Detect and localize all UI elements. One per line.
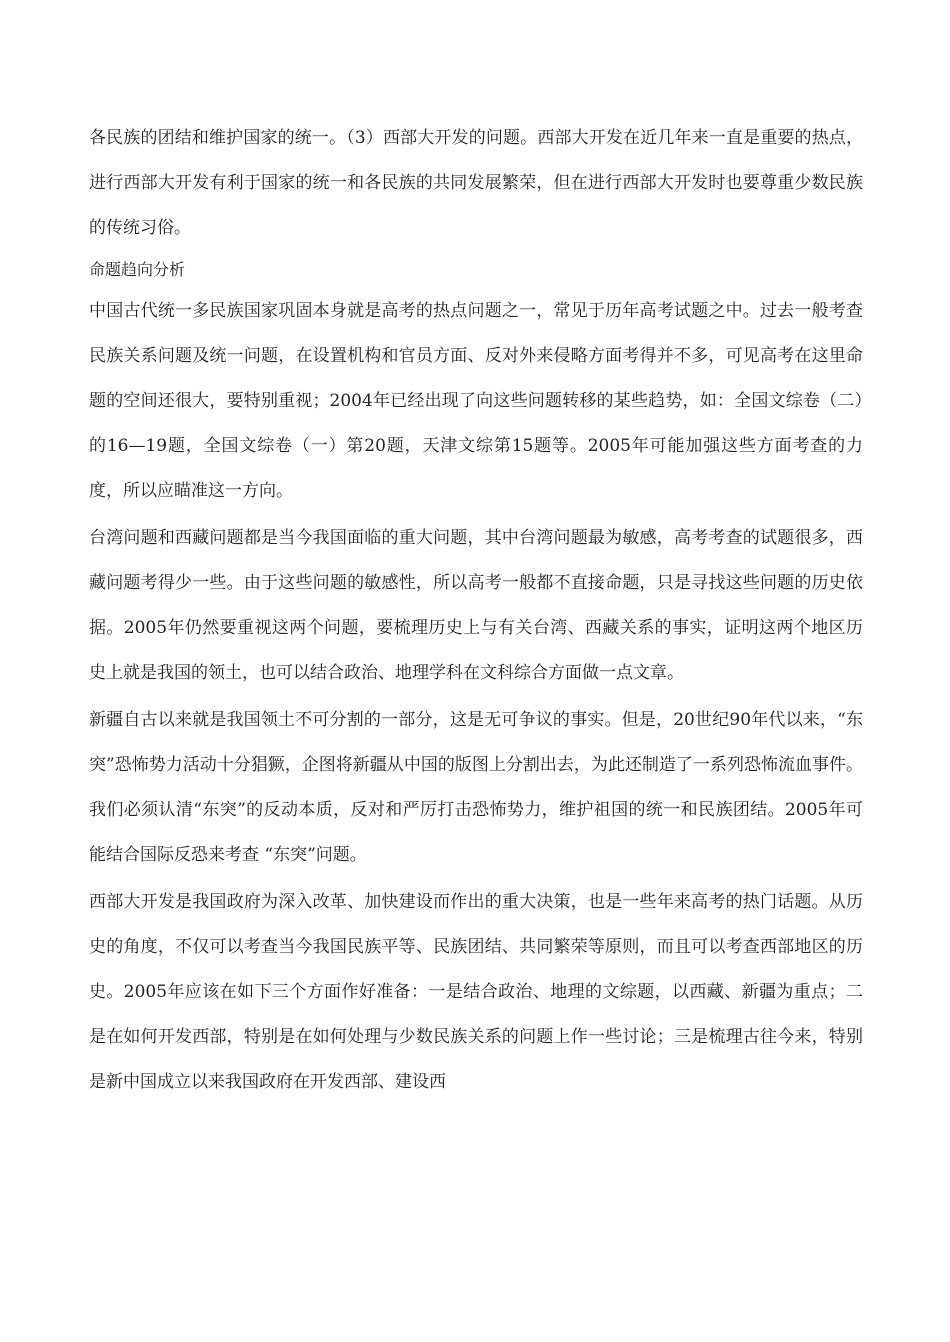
paragraph-taiwan-tibet: 台湾问题和西藏问题都是当今我国面临的重大问题，其中台湾问题最为敏感，高考考查的试题很多，西藏问题考得少一些。由于这些问题的敏感性，所以高考一般都不直接命题，只是寻找这些问题的历史依据。2005年仍然要重视这两个问题，要梳理历史上与有关台湾、西藏关系的事实，证明这两个地区历史上就是我国的领土，也可以结合政治、地理学科在文科综合方面做一点文章。	[89, 528, 863, 683]
paragraph-trend-analysis: 中国古代统一多民族国家巩固本身就是高考的热点问题之一，常见于历年高考试题之中。过去一般考查民族关系问题及统一问题，在设置机构和官员方面、反对外来侵略方面考得并不多，可见高考在这里命题的空间还很大，要特别重视；2004年已经出现了向这些问题转移的某些趋势，如：全国文综卷（二）的16—19题，全国文综卷（一）第20题，天津文综第15题等。2005年可能加强这些方面考查的力度，所以应瞄准这一方向。	[89, 301, 863, 501]
section-heading: 命题趋向分析	[89, 260, 186, 279]
paragraph-western-development: 西部大开发是我国政府为深入改革、加快建设而作出的重大决策，也是一些年来高考的热门话题。从历史的角度，不仅可以考查当今我国民族平等、民族团结、共同繁荣等原则，而且可以考查西部地区的历史。2005年应该在如下三个方面作好准备：一是结合政治、地理的文综题，以西藏、新疆为重点；二是在如何开发西部，特别是在如何处理与少数民族关系的问题上作一些讨论；三是梳理古往今来，特别是新中国成立以来我国政府在开发西部、建设西	[89, 892, 863, 1092]
paragraph-continuation: 各民族的团结和维护国家的统一。（3）西部大开发的问题。西部大开发在近几年来一直是重要的热点，进行西部大开发有利于国家的统一和各民族的共同发展繁荣，但在进行西部大开发时也要尊重少数民族的传统习俗。	[89, 128, 863, 238]
paragraph-xinjiang: 新疆自古以来就是我国领土不可分割的一部分，这是无可争议的事实。但是，20世纪90年代以来，“东突”恐怖势力活动十分猖獗，企图将新疆从中国的版图上分割出去，为此还制造了一系列恐怖流血事件。我们必须认清“东突”的反动本质，反对和严厉打击恐怖势力，维护祖国的统一和民族团结。2005年可能结合国际反恐来考查 “东突”问题。	[89, 710, 863, 865]
document-body	[89, 116, 863, 1105]
